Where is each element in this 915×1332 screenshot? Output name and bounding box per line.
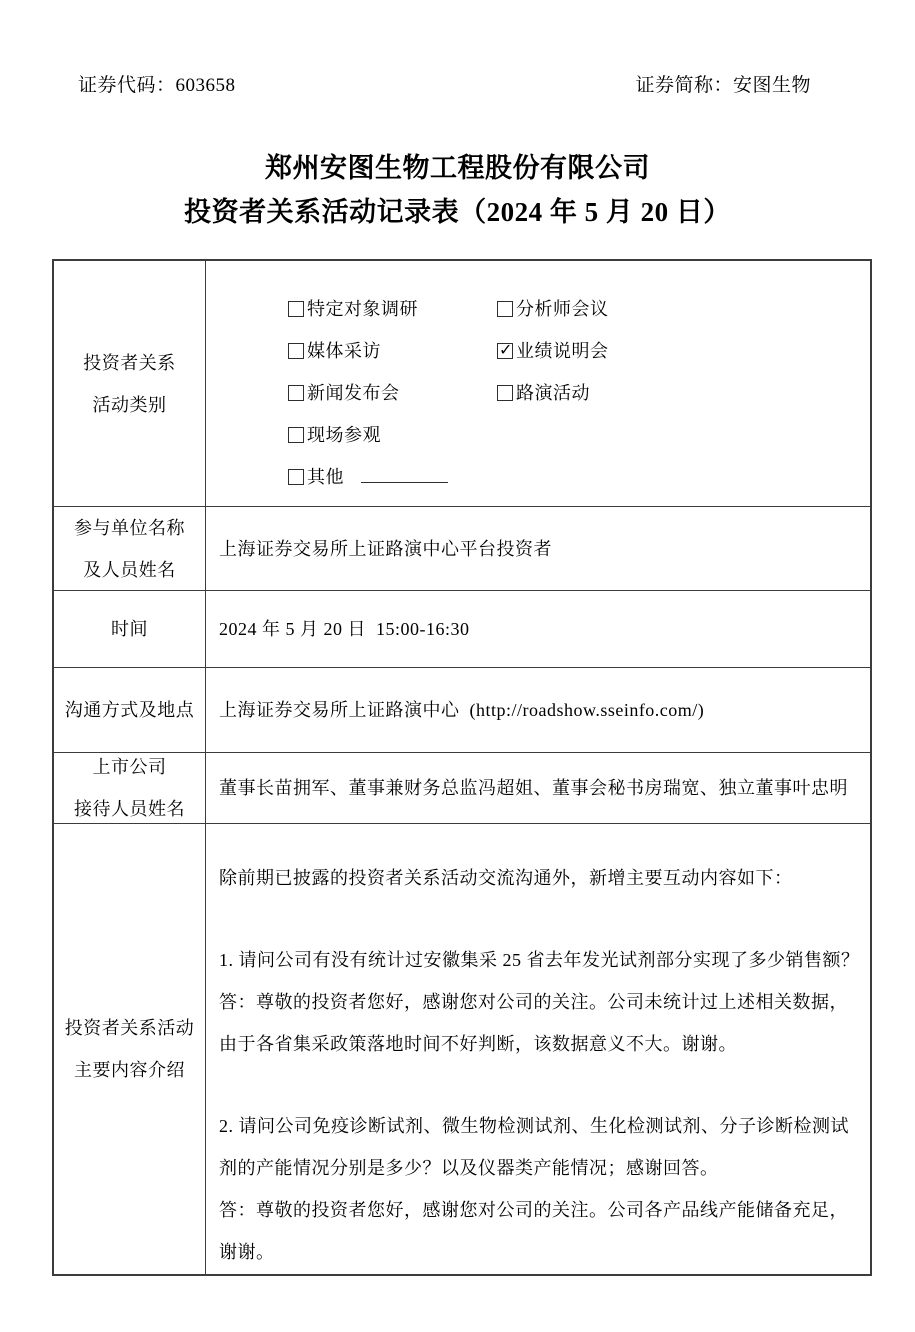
time-value-cell	[206, 591, 870, 667]
row-label-main-content	[54, 824, 206, 1274]
row-label-line: 主要内容介绍	[74, 1060, 185, 1080]
checkbox-line	[288, 414, 864, 456]
fill-in-blank	[361, 479, 448, 483]
row-label-line: 投资者关系活动	[64, 1018, 195, 1038]
checkbox-option-site-visit[interactable]	[288, 414, 492, 456]
company-title: 郑州安图生物工程股份有限公司	[265, 153, 650, 183]
checkbox-line	[288, 330, 864, 372]
receptionists-value: 董事长苗拥军、董事兼财务总监冯超姐、董事会秘书房瑞宽、独立董事叶忠明	[219, 778, 848, 798]
checkbox-icon	[288, 301, 304, 317]
checkbox-option-special-research[interactable]	[288, 288, 492, 330]
record-table	[52, 259, 872, 1276]
main-content-question-1: 1. 请问公司有没有统计过安徽集采 25 省去年发光试剂部分实现了多少销售额？	[219, 950, 860, 970]
checkbox-icon	[497, 340, 513, 359]
activity-type-options	[206, 261, 870, 506]
document-title: 投资者关系活动记录表（2024 年 5 月 20 日）	[184, 197, 731, 227]
main-content-answer-2: 答：尊敬的投资者您好，感谢您对公司的关注。公司各产品线产能储备充足，谢谢。	[219, 1200, 848, 1262]
checkbox-option-earnings-briefing[interactable]	[497, 330, 609, 372]
row-label-line: 活动类别	[92, 394, 167, 415]
time-value: 2024 年 5 月 20 日 15:00-16:30	[219, 619, 470, 639]
checkbox-label: 其他	[307, 467, 344, 487]
row-label-line: 投资者关系	[83, 352, 176, 373]
row-label-receptionists	[54, 753, 206, 823]
checkbox-option-media-interview[interactable]	[288, 330, 492, 372]
stock-code: 证券代码：603658	[78, 75, 236, 96]
row-activity-type	[54, 261, 870, 507]
participants-value-cell	[206, 507, 870, 590]
row-label-participants	[54, 507, 206, 590]
row-method-location	[54, 668, 870, 753]
checkbox-label: 业绩说明会	[516, 341, 609, 361]
receptionists-value-cell	[206, 753, 870, 823]
row-main-content	[54, 824, 870, 1274]
checkbox-icon	[288, 343, 304, 359]
checkbox-icon	[497, 301, 513, 317]
row-label-line: 上市公司	[92, 757, 167, 777]
row-label-activity-type	[54, 261, 206, 506]
checkbox-icon	[497, 385, 513, 401]
method-location-value: 上海证券交易所上证路演中心 (http://roadshow.sseinfo.com/)	[219, 700, 705, 720]
meta-row	[78, 70, 811, 97]
checkbox-label: 现场参观	[307, 425, 381, 445]
main-content-answer-1: 答：尊敬的投资者您好，感谢您对公司的关注。公司未统计过上述相关数据，由于各省集采政策落地时间不好判断，该数据意义不大。谢谢。	[219, 992, 848, 1054]
checkbox-label: 路演活动	[516, 383, 590, 403]
checkbox-line	[288, 372, 864, 414]
row-label-time	[54, 591, 206, 667]
checkbox-line	[288, 288, 864, 330]
main-content-question-2: 2. 请问公司免疫诊断试剂、微生物检测试剂、生化检测试剂、分子诊断检测试剂的产能情况分别是多少？以及仪器类产能情况；感谢回答。	[219, 1116, 849, 1178]
row-label-line: 及人员姓名	[83, 559, 176, 580]
row-participants	[54, 507, 870, 591]
checkbox-icon	[288, 385, 304, 401]
checkbox-option-other[interactable]	[288, 456, 344, 498]
row-label-method-location	[54, 668, 206, 752]
checkbox-icon	[288, 427, 304, 443]
participants-value: 上海证券交易所上证路演中心平台投资者	[219, 538, 552, 559]
method-location-value-cell	[206, 668, 870, 752]
row-label-line: 时间	[111, 619, 148, 639]
row-label-line: 接待人员姓名	[74, 799, 185, 819]
main-content-paragraph: 除前期已披露的投资者关系活动交流沟通外，新增主要互动内容如下：	[219, 868, 793, 888]
checkbox-option-roadshow[interactable]	[497, 372, 590, 414]
row-label-line: 沟通方式及地点	[64, 700, 195, 720]
check-mark-icon: ✓	[499, 340, 513, 359]
row-receptionists	[54, 753, 870, 824]
checkbox-label: 分析师会议	[516, 299, 609, 319]
checkbox-option-press-conference[interactable]	[288, 372, 492, 414]
main-content-cell	[206, 824, 870, 1274]
row-label-line: 参与单位名称	[74, 517, 185, 538]
checkbox-line	[288, 456, 864, 498]
checkbox-icon	[288, 469, 304, 485]
row-time	[54, 591, 870, 668]
checkbox-option-analyst-meeting[interactable]	[497, 288, 609, 330]
checkbox-label: 新闻发布会	[307, 383, 400, 403]
checkbox-label: 特定对象调研	[307, 299, 418, 319]
checkbox-label: 媒体采访	[307, 341, 381, 361]
stock-short-name: 证券简称：安图生物	[635, 75, 811, 96]
